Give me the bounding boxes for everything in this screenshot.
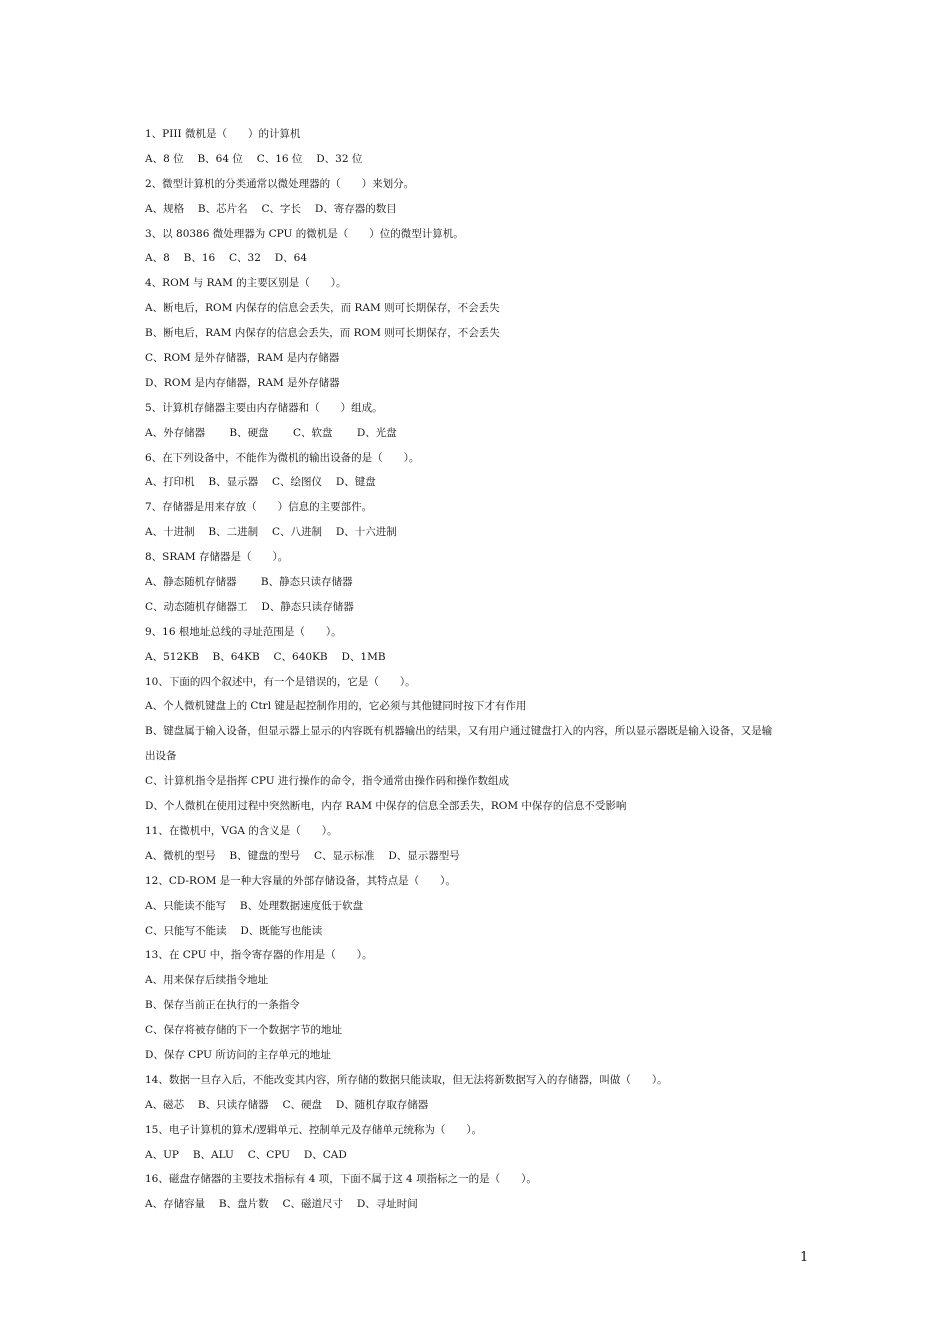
question-8-options-ab: A、静态随机存储器 B、静态只读存储器 [145, 576, 353, 589]
question-1-options: A、8 位 B、64 位 C、16 位 D、32 位 [145, 152, 363, 165]
question-4-option-a: A、断电后，ROM 内保存的信息会丢失，而 RAM 则可长期保存，不会丢失 [145, 302, 500, 315]
question-10: 10、下面的四个叙述中，有一个是错误的，它是（ ）。 [145, 675, 416, 688]
question-15: 15、电子计算机的算术/逻辑单元、控制单元及存储单元统称为（ ）。 [145, 1123, 483, 1136]
question-9: 9、16 根地址总线的寻址范围是（ ）。 [145, 625, 342, 638]
question-4-option-c: C、ROM 是外存储器，RAM 是内存储器 [145, 352, 340, 365]
question-11-options: A、微机的型号 B、键盘的型号 C、显示标准 D、显示器型号 [145, 849, 460, 862]
question-6: 6、在下列设备中，不能作为微机的输出设备的是（ ）。 [145, 451, 420, 464]
question-4: 4、ROM 与 RAM 的主要区别是（ ）。 [145, 277, 347, 290]
question-10-option-b-continued: 出设备 [145, 750, 177, 763]
question-1: 1、PIII 微机是（ ）的计算机 [145, 128, 301, 140]
question-13: 13、在 CPU 中，指令寄存器的作用是（ ）。 [145, 949, 373, 962]
question-12-options-ab: A、只能读不能写 B、处理数据速度低于软盘 [145, 899, 364, 912]
question-13-option-c: C、保存将被存储的下一个数据字节的地址 [145, 1024, 343, 1037]
question-12-options-cd: C、只能写不能读 D、既能写也能读 [145, 924, 323, 937]
question-5: 5、计算机存储器主要由内存储器和（ ）组成。 [145, 401, 383, 414]
question-4-option-b: B、断电后，RAM 内保存的信息会丢失，而 ROM 则可长期保存，不会丢失 [145, 327, 500, 340]
question-9-options: A、512KB B、64KB C、640KB D、1MB [145, 650, 386, 663]
question-7: 7、存储器是用来存放（ ）信息的主要部件。 [145, 501, 373, 514]
question-16: 16、磁盘存储器的主要技术指标有 4 项，下面不属于这 4 项指标之一的是（ ）。 [145, 1173, 537, 1186]
question-7-options: A、十进制 B、二进制 C、八进制 D、十六进制 [145, 526, 397, 539]
question-10-option-a: A、个人微机键盘上的 Ctrl 键是起控制作用的，它必须与其他键同时按下才有作用 [145, 700, 527, 713]
question-10-option-d: D、个人微机在使用过程中突然断电，内存 RAM 中保存的信息全部丢失，ROM 中保存的信息不受影响 [145, 800, 627, 813]
question-2-options: A、规格 B、芯片名 C、字长 D、寄存器的数目 [145, 202, 397, 215]
question-6-options: A、打印机 B、显示器 C、绘图仪 D、键盘 [145, 476, 376, 489]
question-4-option-d: D、ROM 是内存储器，RAM 是外存储器 [145, 376, 340, 389]
question-3: 3、以 80386 微处理器为 CPU 的微机是（ ）位的微型计算机。 [145, 227, 464, 240]
question-13-option-d: D、保存 CPU 所访问的主存单元的地址 [145, 1048, 331, 1061]
question-14-options: A、磁芯 B、只读存储器 C、硬盘 D、随机存取存储器 [145, 1098, 429, 1111]
question-3-options: A、8 B、16 C、32 D、64 [145, 252, 308, 265]
question-8: 8、SRAM 存储器是（ ）。 [145, 551, 289, 564]
question-11: 11、在微机中，VGA 的含义是（ ）。 [145, 824, 338, 837]
question-16-options: A、存储容量 B、盘片数 C、磁道尺寸 D、寻址时间 [145, 1198, 418, 1211]
question-5-options: A、外存储器 B、硬盘 C、软盘 D、光盘 [145, 426, 397, 439]
question-10-option-b: B、键盘属于输入设备，但显示器上显示的内容既有机器输出的结果，又有用户通过键盘打入的内容，所以显示器既是输入设备，又是输 [145, 725, 773, 738]
question-12: 12、CD-ROM 是一种大容量的外部存储设备，其特点是（ ）。 [145, 874, 456, 887]
question-15-options: A、UP B、ALU C、CPU D、CAD [145, 1148, 347, 1161]
question-2: 2、微型计算机的分类通常以微处理器的（ ）来划分。 [145, 177, 415, 190]
question-14: 14、数据一旦存入后，不能改变其内容，所存储的数据只能读取，但无法将新数据写入的存储器，叫做（ ）。 [145, 1073, 668, 1086]
question-8-options-cd: C、动态随机存储器工 D、静态只读存储器 [145, 600, 354, 613]
question-13-option-b: B、保存当前正在执行的一条指令 [145, 999, 300, 1012]
document-body [145, 122, 825, 1217]
question-13-option-a: A、用来保存后续指令地址 [145, 974, 269, 987]
page-number: 1 [800, 1250, 809, 1265]
question-10-option-c: C、计算机指令是指挥 CPU 进行操作的命令，指令通常由操作码和操作数组成 [145, 775, 509, 788]
